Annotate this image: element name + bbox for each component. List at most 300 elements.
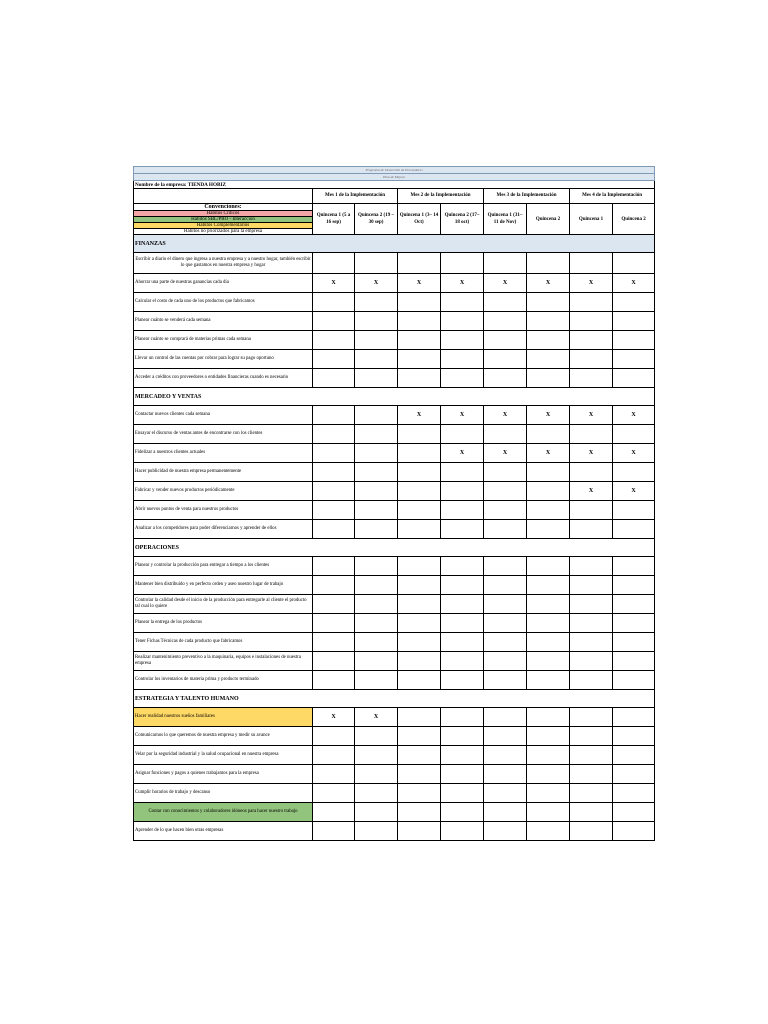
schedule-cell: [355, 312, 398, 331]
schedule-cell: [441, 708, 484, 727]
activity-row: [134, 463, 655, 482]
schedule-cell: [441, 369, 484, 388]
schedule-cell: [441, 727, 484, 746]
schedule-cell: [570, 501, 613, 520]
schedule-cell: [613, 463, 655, 482]
schedule-cell: [313, 520, 355, 539]
schedule-cell: [441, 671, 484, 690]
period-header: Quincena 2: [613, 204, 655, 235]
schedule-cell: [355, 293, 398, 312]
activity-row: [134, 595, 655, 614]
schedule-cell: [484, 614, 527, 633]
schedule-cell: [398, 803, 441, 822]
activity-row: [134, 425, 655, 444]
schedule-cell: X: [613, 444, 655, 463]
section-title: MERCADEO Y VENTAS: [134, 388, 655, 406]
schedule-cell: [484, 331, 527, 350]
schedule-cell: [484, 501, 527, 520]
schedule-cell: [313, 803, 355, 822]
activity-label: Controlar la calidad desde el inicio de la producción para entregarle al cliente el producto tal cual lo quiere: [134, 595, 313, 614]
schedule-cell: [355, 595, 398, 614]
schedule-cell: [313, 822, 355, 841]
schedule-cell: [484, 652, 527, 671]
schedule-cell: [313, 765, 355, 784]
schedule-cell: [613, 595, 655, 614]
schedule-cell: [484, 463, 527, 482]
activity-label: Cumplir horarios de trabajo y descanso: [134, 784, 313, 803]
schedule-cell: [355, 614, 398, 633]
schedule-cell: [355, 652, 398, 671]
schedule-cell: [484, 312, 527, 331]
schedule-cell: [313, 784, 355, 803]
activity-row: [134, 803, 655, 822]
schedule-cell: [527, 576, 570, 595]
schedule-cell: [441, 652, 484, 671]
schedule-cell: X: [484, 274, 527, 293]
schedule-cell: [484, 784, 527, 803]
schedule-cell: [484, 803, 527, 822]
schedule-cell: [613, 652, 655, 671]
schedule-cell: [313, 501, 355, 520]
schedule-cell: [313, 293, 355, 312]
schedule-cell: [527, 312, 570, 331]
schedule-cell: [355, 576, 398, 595]
month-2-header: Mes 2 de la Implementación: [398, 189, 484, 204]
schedule-cell: [398, 463, 441, 482]
schedule-cell: [355, 501, 398, 520]
section-header-row: [134, 539, 655, 557]
period-header: Quincena 1 (31– 11 de Nov): [484, 204, 527, 235]
activity-row: [134, 633, 655, 652]
schedule-cell: X: [527, 444, 570, 463]
schedule-cell: [398, 633, 441, 652]
schedule-cell: [570, 595, 613, 614]
schedule-cell: [570, 784, 613, 803]
schedule-cell: [570, 576, 613, 595]
schedule-cell: [613, 369, 655, 388]
activity-row: [134, 350, 655, 369]
schedule-cell: [355, 784, 398, 803]
schedule-cell: [441, 803, 484, 822]
section-title: ESTRATEGIA Y TALENTO HUMANO: [134, 690, 655, 708]
schedule-cell: [484, 765, 527, 784]
period-header: Quincena 1 (5 a 16 sep): [313, 204, 355, 235]
schedule-cell: [613, 765, 655, 784]
schedule-cell: [527, 727, 570, 746]
month-3-header: Mes 3 de la Implementación: [484, 189, 570, 204]
activity-label: Planear y controlar la producción para entregar a tiempo a los clientes: [134, 557, 313, 576]
schedule-cell: [527, 614, 570, 633]
schedule-cell: [355, 444, 398, 463]
schedule-cell: [570, 614, 613, 633]
period-header: Quincena 2 (19 – 30 sep): [355, 204, 398, 235]
schedule-cell: [527, 501, 570, 520]
schedule-cell: [355, 822, 398, 841]
schedule-cell: [313, 444, 355, 463]
schedule-cell: [441, 425, 484, 444]
schedule-cell: [570, 350, 613, 369]
activity-label: Hacer publicidad de nuestra empresa permanentemente: [134, 463, 313, 482]
schedule-cell: [355, 369, 398, 388]
schedule-cell: [355, 633, 398, 652]
schedule-cell: [441, 253, 484, 274]
schedule-cell: [527, 253, 570, 274]
section-header-row: [134, 690, 655, 708]
schedule-cell: [313, 557, 355, 576]
schedule-cell: [527, 671, 570, 690]
banner-row-1: [134, 167, 655, 174]
schedule-cell: X: [441, 274, 484, 293]
section-header-row: [134, 388, 655, 406]
activity-label: Planear cuánto se venderá cada semana: [134, 312, 313, 331]
program-title: Programa de Desarrollo de Proveedores: [134, 167, 655, 174]
schedule-cell: [527, 708, 570, 727]
activity-row: [134, 765, 655, 784]
schedule-cell: [313, 633, 355, 652]
schedule-cell: [527, 595, 570, 614]
schedule-cell: [570, 312, 613, 331]
banner-row-2: [134, 174, 655, 181]
schedule-cell: [441, 614, 484, 633]
schedule-cell: [613, 803, 655, 822]
month-4-header: Mes 4 de la Implementación: [570, 189, 655, 204]
schedule-cell: [613, 557, 655, 576]
activity-row: [134, 671, 655, 690]
schedule-cell: [527, 293, 570, 312]
schedule-cell: [355, 746, 398, 765]
schedule-cell: X: [613, 482, 655, 501]
activity-row: [134, 557, 655, 576]
schedule-cell: [313, 652, 355, 671]
schedule-cell: [570, 727, 613, 746]
schedule-cell: [441, 331, 484, 350]
period-header: Quincena 1 (3– 14 Oct): [398, 204, 441, 235]
schedule-cell: [398, 671, 441, 690]
activity-row: [134, 614, 655, 633]
schedule-cell: [570, 331, 613, 350]
activity-label: Ahorrar una parte de nuestras ganancias cada día: [134, 274, 313, 293]
schedule-cell: [355, 425, 398, 444]
schedule-cell: [441, 557, 484, 576]
activity-label: Mantener bien distribuido y en perfecto orden y aseo nuestro lugar de trabajo: [134, 576, 313, 595]
schedule-cell: [355, 727, 398, 746]
activity-row: [134, 501, 655, 520]
schedule-cell: [441, 822, 484, 841]
schedule-cell: X: [398, 274, 441, 293]
activity-row: [134, 369, 655, 388]
schedule-cell: [527, 633, 570, 652]
schedule-cell: [398, 614, 441, 633]
improvement-plan-sheet: [133, 166, 654, 841]
activity-label: Planear la entrega de los productos: [134, 614, 313, 633]
convention-complementary: Hábitos Complementarios: [134, 223, 313, 229]
schedule-cell: X: [613, 274, 655, 293]
schedule-cell: [570, 425, 613, 444]
schedule-cell: [313, 312, 355, 331]
conventions-title: Convenciones:: [134, 204, 313, 211]
schedule-cell: [398, 425, 441, 444]
schedule-cell: [570, 765, 613, 784]
schedule-cell: [484, 293, 527, 312]
activity-label: Escribir a diario el dinero que ingresa a nuestra empresa y a nuestro hogar, también escribir lo que gastamos en nuestra empresa y hogar: [134, 253, 313, 274]
period-header: Quincena 1: [570, 204, 613, 235]
schedule-cell: [613, 614, 655, 633]
schedule-cell: [484, 557, 527, 576]
schedule-cell: [398, 595, 441, 614]
schedule-cell: [355, 463, 398, 482]
activity-row: [134, 784, 655, 803]
schedule-cell: [313, 727, 355, 746]
activity-label: Velar por la seguridad industrial y la salud ocupacional en nuestra empresa: [134, 746, 313, 765]
months-corner: [134, 189, 313, 204]
schedule-cell: [398, 727, 441, 746]
schedule-cell: [613, 708, 655, 727]
company-row: [134, 181, 655, 189]
activity-label: Llevar un control de las cuentas por cobrar para lograr su pago oportuno: [134, 350, 313, 369]
company-name: Nombre de la empresa: TIENDA HOBIZ: [134, 181, 655, 189]
schedule-cell: [355, 331, 398, 350]
schedule-cell: [441, 293, 484, 312]
schedule-cell: [613, 746, 655, 765]
schedule-cell: X: [613, 406, 655, 425]
activity-row: [134, 652, 655, 671]
schedule-cell: [613, 312, 655, 331]
plan-table: [133, 166, 655, 841]
convention-not-prioritized: Hábitos no priorizados para la empresa: [134, 229, 313, 235]
activity-label: Controlar los inventarios de materia prima y producto terminado: [134, 671, 313, 690]
schedule-cell: [527, 331, 570, 350]
schedule-cell: [398, 520, 441, 539]
schedule-cell: [398, 765, 441, 784]
schedule-cell: [613, 253, 655, 274]
activity-label: Contactar nuevos clientes cada semana: [134, 406, 313, 425]
schedule-cell: [441, 501, 484, 520]
convention-critical: Hábitos Críticos: [134, 211, 313, 217]
schedule-cell: [441, 520, 484, 539]
schedule-cell: [527, 746, 570, 765]
schedule-cell: [527, 520, 570, 539]
schedule-cell: [570, 671, 613, 690]
schedule-cell: [398, 312, 441, 331]
section-header-row: [134, 235, 655, 253]
schedule-cell: X: [355, 274, 398, 293]
schedule-cell: [484, 708, 527, 727]
schedule-cell: [355, 482, 398, 501]
schedule-cell: [570, 708, 613, 727]
schedule-cell: [355, 520, 398, 539]
activity-label: Realizar mantenimiento preventivo a la maquinaria, equipos e instalaciones de nuestra empresa: [134, 652, 313, 671]
activity-row: [134, 331, 655, 350]
schedule-cell: [570, 369, 613, 388]
schedule-cell: [398, 708, 441, 727]
schedule-cell: [441, 463, 484, 482]
schedule-cell: [313, 746, 355, 765]
section-title: OPERACIONES: [134, 539, 655, 557]
schedule-cell: [527, 463, 570, 482]
schedule-cell: [313, 331, 355, 350]
activity-row: [134, 444, 655, 463]
schedule-cell: [484, 369, 527, 388]
activity-label: Fabricar y vender nuevos productos periódicamente: [134, 482, 313, 501]
schedule-cell: X: [570, 406, 613, 425]
activity-label: Fidelizar a nuestros clientes actuales: [134, 444, 313, 463]
activity-label: Calcular el costo de cada uno de los productos que fabricamos: [134, 293, 313, 312]
schedule-cell: [484, 350, 527, 369]
schedule-cell: [441, 765, 484, 784]
schedule-cell: [355, 557, 398, 576]
schedule-cell: X: [355, 708, 398, 727]
schedule-cell: [484, 595, 527, 614]
schedule-cell: [313, 482, 355, 501]
schedule-cell: [398, 293, 441, 312]
schedule-cell: [313, 671, 355, 690]
schedule-cell: [355, 406, 398, 425]
schedule-cell: [313, 253, 355, 274]
schedule-cell: X: [527, 274, 570, 293]
schedule-cell: [441, 482, 484, 501]
plan-title: Plan de Mejora: [134, 174, 655, 181]
schedule-cell: [527, 350, 570, 369]
schedule-cell: [313, 614, 355, 633]
plan-table-body: [134, 167, 655, 841]
schedule-cell: [613, 727, 655, 746]
schedule-cell: [398, 557, 441, 576]
schedule-cell: [484, 727, 527, 746]
months-row: [134, 189, 655, 204]
schedule-cell: X: [527, 406, 570, 425]
activity-row: [134, 520, 655, 539]
schedule-cell: [527, 482, 570, 501]
schedule-cell: [441, 350, 484, 369]
schedule-cell: [398, 444, 441, 463]
schedule-cell: [398, 482, 441, 501]
schedule-cell: [570, 652, 613, 671]
schedule-cell: [484, 253, 527, 274]
activity-row: [134, 576, 655, 595]
schedule-cell: [398, 652, 441, 671]
schedule-cell: [313, 576, 355, 595]
activity-label: Aprender de lo que hacen bien otras empresas: [134, 822, 313, 841]
schedule-cell: [398, 369, 441, 388]
schedule-cell: [313, 463, 355, 482]
schedule-cell: [613, 520, 655, 539]
activity-label: Analizar a los competidores para poder diferenciarnos y aprender de ellos: [134, 520, 313, 539]
month-1-header: Mes 1 de la Implementación: [313, 189, 398, 204]
schedule-cell: [313, 425, 355, 444]
schedule-cell: [355, 803, 398, 822]
schedule-cell: [441, 633, 484, 652]
schedule-cell: [441, 576, 484, 595]
schedule-cell: [527, 652, 570, 671]
schedule-cell: [313, 369, 355, 388]
activity-row: [134, 253, 655, 274]
schedule-cell: [613, 425, 655, 444]
schedule-cell: [613, 350, 655, 369]
schedule-cell: [613, 822, 655, 841]
activity-label: Abrir nuevos puntos de venta para nuestros productos: [134, 501, 313, 520]
schedule-cell: [484, 576, 527, 595]
activity-row: [134, 482, 655, 501]
activity-label: Ensayar el discurso de ventas antes de encontrarse con los clientes: [134, 425, 313, 444]
schedule-cell: [613, 784, 655, 803]
schedule-cell: [527, 557, 570, 576]
schedule-cell: [398, 784, 441, 803]
schedule-cell: [613, 293, 655, 312]
schedule-cell: [527, 425, 570, 444]
schedule-cell: [527, 765, 570, 784]
schedule-cell: X: [570, 274, 613, 293]
section-title: FINANZAS: [134, 235, 655, 253]
schedule-cell: [441, 595, 484, 614]
schedule-cell: [484, 425, 527, 444]
schedule-cell: [570, 633, 613, 652]
schedule-cell: [355, 350, 398, 369]
activity-label: Comunicarnos lo que queremos de nuestra empresa y medir su avance: [134, 727, 313, 746]
schedule-cell: [613, 501, 655, 520]
schedule-cell: [441, 312, 484, 331]
schedule-cell: [484, 520, 527, 539]
activity-row: [134, 274, 655, 293]
schedule-cell: X: [398, 406, 441, 425]
convention-sblpro: Hábitos SBL/PRO - Interacción: [134, 217, 313, 223]
schedule-cell: [527, 822, 570, 841]
schedule-cell: [527, 803, 570, 822]
schedule-cell: [613, 633, 655, 652]
schedule-cell: [570, 520, 613, 539]
activity-label: Hacer realidad nuestros sueños familiares: [134, 708, 313, 727]
schedule-cell: X: [570, 482, 613, 501]
activity-row: [134, 312, 655, 331]
schedule-cell: [613, 576, 655, 595]
schedule-cell: [441, 784, 484, 803]
schedule-cell: [398, 501, 441, 520]
schedule-cell: [398, 253, 441, 274]
schedule-cell: [613, 331, 655, 350]
schedule-cell: [570, 253, 613, 274]
schedule-cell: [441, 746, 484, 765]
period-header: Quincena 2: [527, 204, 570, 235]
activity-row: [134, 293, 655, 312]
activity-row: [134, 822, 655, 841]
schedule-cell: [570, 746, 613, 765]
schedule-cell: X: [313, 274, 355, 293]
schedule-cell: [398, 576, 441, 595]
schedule-cell: X: [313, 708, 355, 727]
schedule-cell: [313, 406, 355, 425]
schedule-cell: [570, 463, 613, 482]
schedule-cell: [570, 293, 613, 312]
schedule-cell: X: [484, 406, 527, 425]
activity-label: Asignar funciones y pagos a quienes trabajamos para la empresa: [134, 765, 313, 784]
schedule-cell: [570, 803, 613, 822]
activity-row: [134, 746, 655, 765]
schedule-cell: [355, 671, 398, 690]
activity-label: Tener Fichas Técnicas de cada producto que fabricamos: [134, 633, 313, 652]
schedule-cell: [527, 784, 570, 803]
schedule-cell: X: [570, 444, 613, 463]
activity-row: [134, 406, 655, 425]
schedule-cell: [527, 369, 570, 388]
schedule-cell: [570, 822, 613, 841]
schedule-cell: X: [441, 444, 484, 463]
activity-row: [134, 727, 655, 746]
schedule-cell: [398, 746, 441, 765]
schedule-cell: [570, 557, 613, 576]
period-header: Quincena 2 (17– 18 oct): [441, 204, 484, 235]
schedule-cell: [484, 671, 527, 690]
activity-row: [134, 708, 655, 727]
schedule-cell: [313, 595, 355, 614]
